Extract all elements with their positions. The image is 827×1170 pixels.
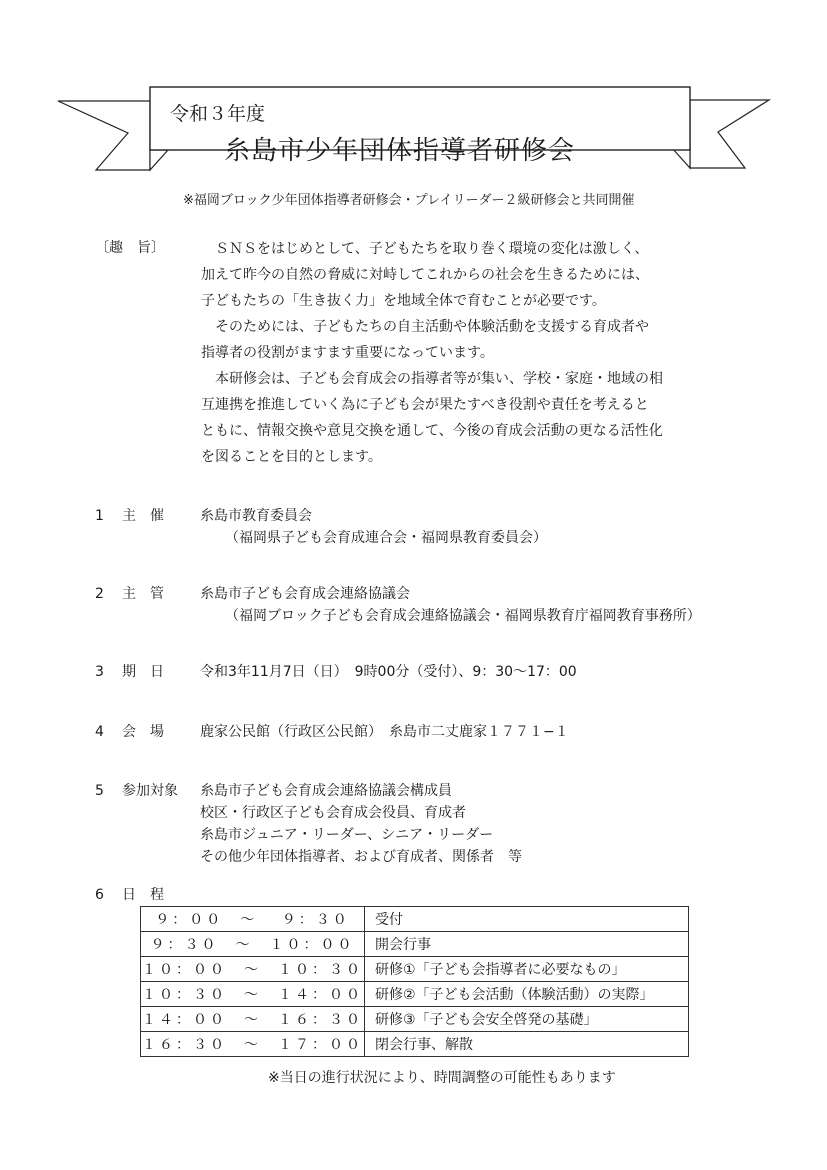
schedule-table <box>140 906 689 1057</box>
table-row <box>141 957 689 982</box>
purpose-line: 指導者の役割がますます重要になっています。 <box>201 345 494 361</box>
item-number: 2 <box>95 586 104 602</box>
table-row <box>141 1007 689 1032</box>
target-line: 糸島市子ども会育成会連絡協議会構成員 <box>200 783 452 799</box>
item-date <box>95 661 795 685</box>
schedule-note: ※当日の進行状況により、時間調整の可能性もあります <box>268 1070 616 1086</box>
purpose-line: ＳＮＳをはじめとして、子どもたちを取り巻く環境の変化は激しく、 <box>201 241 649 257</box>
table-row <box>141 907 689 932</box>
item-value: 糸島市教育委員会 <box>200 508 312 524</box>
target-list <box>200 780 522 868</box>
item-schedule-heading <box>95 884 295 906</box>
schedule-time: ９：００ 〜 ９：３０ <box>141 907 365 932</box>
item-number: 1 <box>95 508 104 524</box>
schedule-activity: 研修①「子ども会指導者に必要なもの」 <box>365 957 689 982</box>
target-line: 糸島市ジュニア・リーダー、シニア・リーダー <box>200 827 494 843</box>
item-label: 期 日 <box>122 664 164 680</box>
item-number: 6 <box>95 887 104 903</box>
joint-event-note: ※福岡ブロック少年団体指導者研修会・プレイリーダー２級研修会と共同開催 <box>183 193 635 208</box>
purpose-label: 〔趣 旨〕 <box>95 240 165 256</box>
table-row <box>141 932 689 957</box>
item-label: 主 催 <box>122 508 164 524</box>
schedule-time: １４：００ 〜 １６：３０ <box>141 1007 365 1032</box>
table-row <box>141 982 689 1007</box>
schedule-time: １０：００ 〜 １０：３０ <box>141 957 365 982</box>
purpose-line: ともに、情報交換や意見交換を通して、今後の育成会活動の更なる活性化 <box>201 423 663 439</box>
purpose-paragraph <box>201 236 721 470</box>
schedule-activity: 開会行事 <box>365 932 689 957</box>
schedule-time: １０：３０ 〜 １４：００ <box>141 982 365 1007</box>
schedule-time: ９：３０ 〜 １０：００ <box>141 932 365 957</box>
purpose-line: 本研修会は、子ども会育成会の指導者等が集い、学校・家庭・地域の相 <box>201 371 663 387</box>
item-sponsor <box>95 505 795 551</box>
target-line: その他少年団体指導者、および育成者、関係者 等 <box>200 849 522 865</box>
item-label: 参加対象 <box>122 783 178 799</box>
purpose-line: 互連携を推進していく為に子ども会が果たすべき役割や責任を考えると <box>201 397 649 413</box>
item-venue <box>95 721 795 745</box>
schedule-activity: 研修②「子ども会活動（体験活動）の実際」 <box>365 982 689 1007</box>
purpose-line: そのためには、子どもたちの自主活動や体験活動を支援する育成者や <box>201 319 649 335</box>
item-value: 糸島市子ども会育成会連絡協議会 <box>200 586 410 602</box>
target-line: 校区・行政区子ども会育成会役員、育成者 <box>200 805 466 821</box>
item-target <box>95 780 795 870</box>
schedule-activity: 受付 <box>365 907 689 932</box>
item-number: 3 <box>95 664 104 680</box>
item-number: 5 <box>95 783 104 799</box>
purpose-line: 加えて昨今の自然の脅威に対峙してこれからの社会を生きるためには、 <box>201 267 649 283</box>
purpose-line: 子どもたちの「生き抜く力」を地域全体で育むことが必要です。 <box>201 293 606 309</box>
item-label: 日 程 <box>122 887 164 903</box>
banner-year: 令和３年度 <box>170 103 266 125</box>
item-label: 主 管 <box>122 586 164 602</box>
item-manager <box>95 583 795 629</box>
item-label: 会 場 <box>122 724 164 740</box>
schedule-activity: 研修③「子ども会安全啓発の基礎」 <box>365 1007 689 1032</box>
item-value: 鹿家公民館（行政区公民館） 糸島市二丈鹿家１７７１−１ <box>200 724 569 740</box>
purpose-line: を図ることを目的とします。 <box>201 449 382 465</box>
schedule-time: １６：３０ 〜 １７：００ <box>141 1032 365 1057</box>
item-subvalue: （福岡県子ども会育成連合会・福岡県教育委員会） <box>225 530 547 546</box>
table-row <box>141 1032 689 1057</box>
banner-title: 糸島市少年団体指導者研修会 <box>224 136 576 166</box>
schedule-activity: 閉会行事、解散 <box>365 1032 689 1057</box>
item-value: 令和3年11月7日（日） 9時00分（受付）、9：30〜17：00 <box>200 664 577 680</box>
item-number: 4 <box>95 724 104 740</box>
item-subvalue: （福岡ブロック子ども会育成会連絡協議会・福岡県教育庁福岡教育事務所） <box>225 608 701 624</box>
